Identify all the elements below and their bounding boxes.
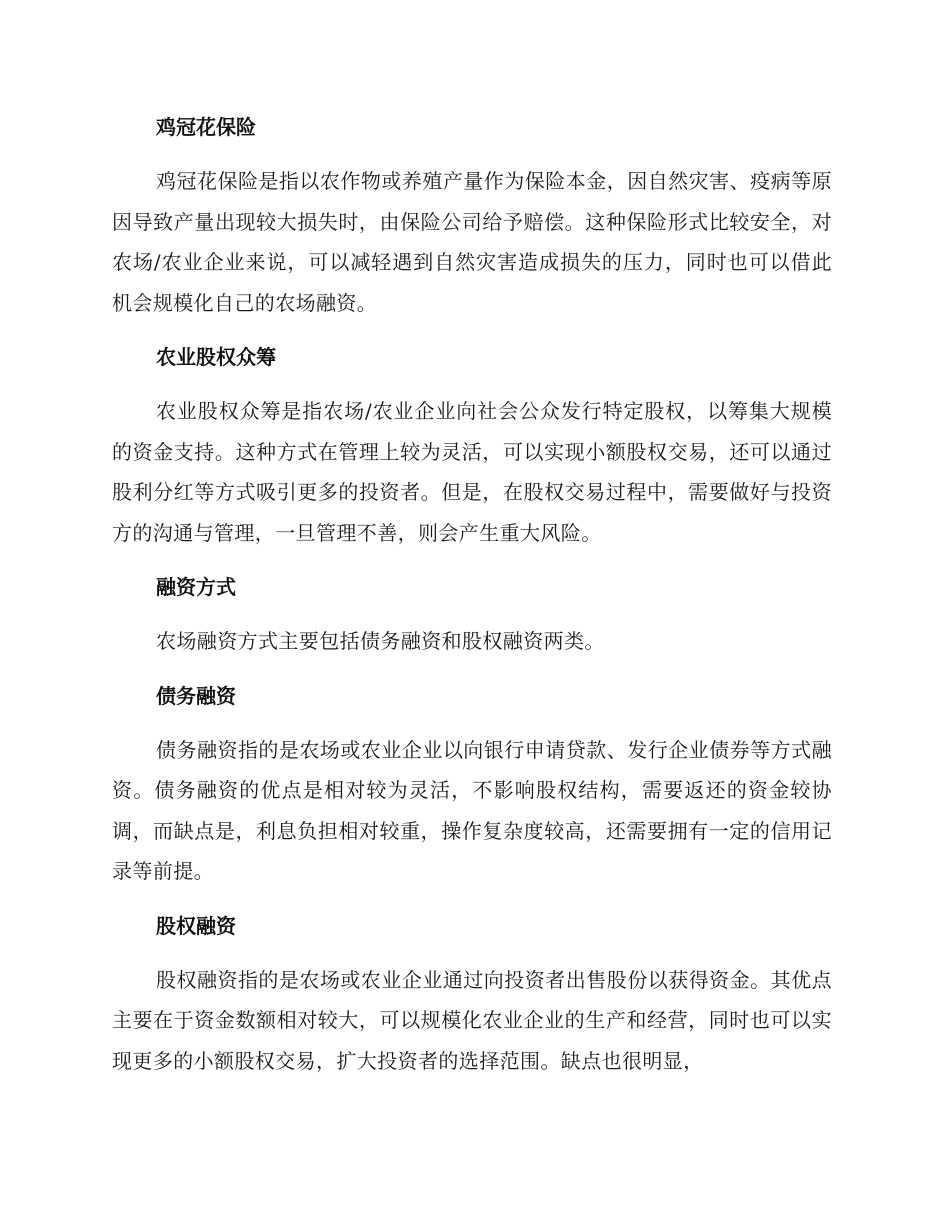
document-body — [112, 106, 832, 1094]
section-heading-financing-methods: 融资方式 — [156, 575, 236, 599]
section-paragraph-debt-financing: 债务融资指的是农场或农业企业以向银行申请贷款、发行企业债券等方式融资。债务融资的优点是相对较为灵活，不影响股权结构，需要返还的资金较协调，而缺点是，利息负担相对较重，操作复杂度较高，还需要拥有一定的信用记录等前提。 — [112, 737, 832, 883]
section-heading-cockscomb-insurance: 鸡冠花保险 — [156, 115, 256, 139]
section-heading-equity-crowdfunding: 农业股权众筹 — [156, 345, 276, 369]
section-heading-debt-financing: 债务融资 — [156, 683, 236, 708]
section-paragraph-cockscomb-insurance: 鸡冠花保险是指以农作物或养殖产量作为保险本金，因自然灾害、疫病等原因导致产量出现较大损失时，由保险公司给予赔偿。这种保险形式比较安全，对农场/农业企业来说，可以减轻遇到自然灾害造成损失的压力，同时也可以借此机会规模化自己的农场融资。 — [112, 169, 832, 315]
section-paragraph-financing-methods: 农场融资方式主要包括债务融资和股权融资两类。 — [156, 629, 605, 653]
section-heading-equity-financing: 股权融资 — [156, 913, 236, 938]
section-paragraph-equity-financing: 股权融资指的是农场或农业企业通过向投资者出售股份以获得资金。其优点主要在于资金数额相对较大，可以规模化农业企业的生产和经营，同时也可以实现更多的小额股权交易，扩大投资者的选择范围。缺点也很明显， — [112, 967, 832, 1073]
section-paragraph-equity-crowdfunding: 农业股权众筹是指农场/农业企业向社会公众发行特定股权，以筹集大规模的资金支持。这种方式在管理上较为灵活，可以实现小额股权交易，还可以通过股利分红等方式吸引更多的投资者。但是，在股权交易过程中，需要做好与投资方的沟通与管理，一旦管理不善，则会产生重大风险。 — [112, 399, 832, 545]
